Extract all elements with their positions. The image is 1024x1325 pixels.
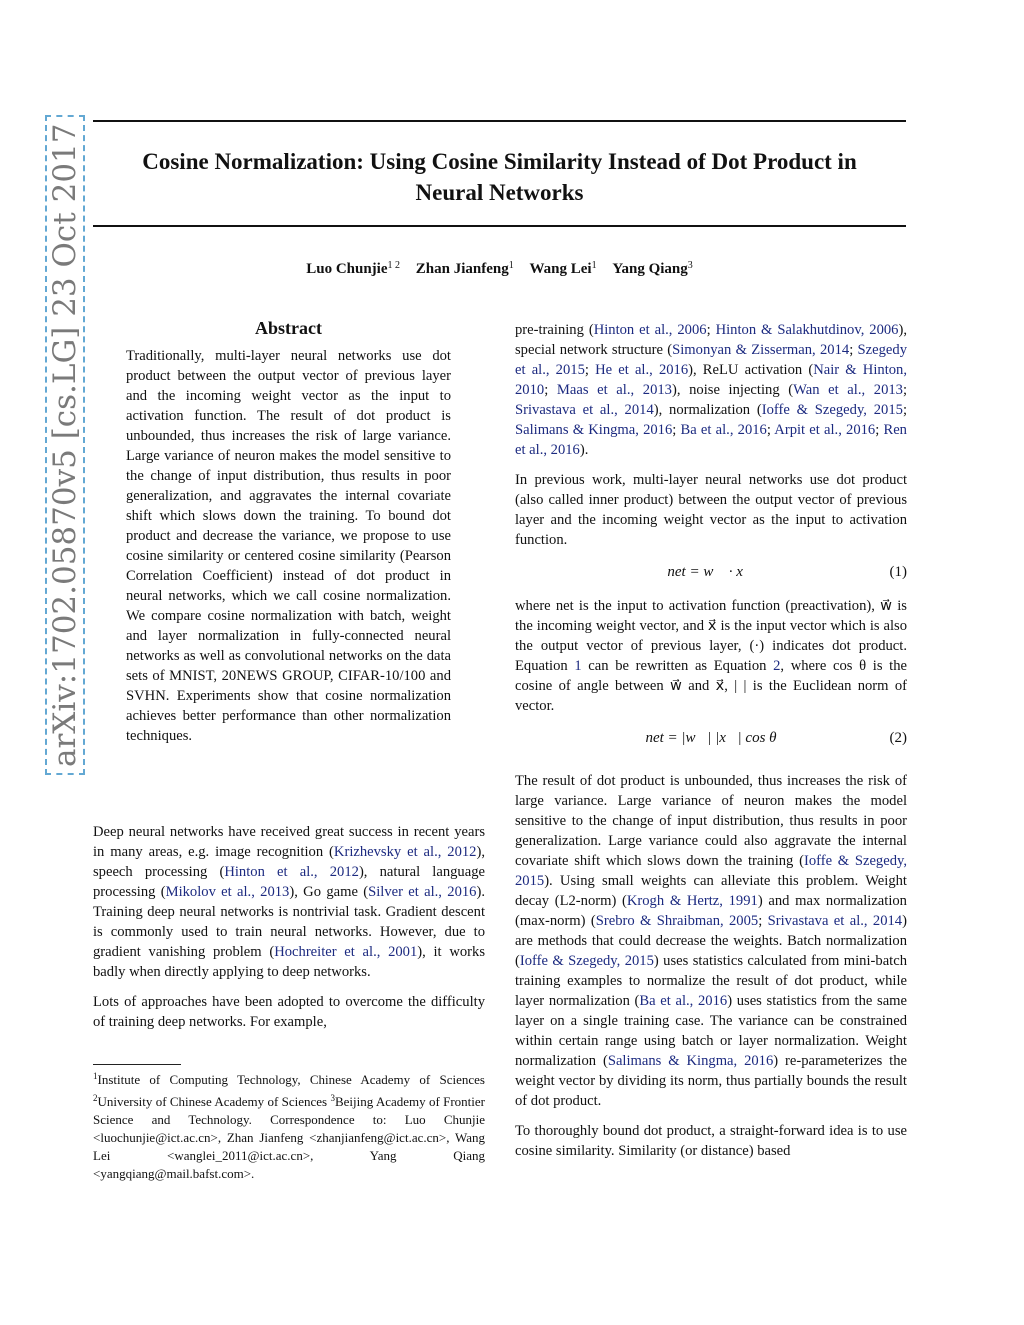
citation-link[interactable]: Szegedy et al., 2015 xyxy=(515,342,907,378)
citation-link[interactable]: Maas et al., 2013 xyxy=(556,382,672,398)
citation-link[interactable]: Nair & Hinton, 2010 xyxy=(515,362,907,398)
citation-link[interactable]: Ioffe & Szegedy, 2015 xyxy=(519,953,654,969)
citation-link[interactable]: Srebro & Shraibman, 2005 xyxy=(595,913,759,929)
citation-link[interactable]: Ba et al., 2016 xyxy=(639,993,728,1009)
author: Zhan Jianfeng$^1$ xyxy=(415,260,514,277)
citation-link[interactable]: Srivastava et al., 2014 xyxy=(767,913,903,929)
variance-paragraph: The result of dot product is unbounded, thus increases the risk of large variance. Large variance of neuron makes the model sensitive to the change of input distribution, thus results in poor generalization. Large variance could also aggravate the internal covariate shift which slows down the training (Ioffe & Szegedy, 2015). Using small weights can alleviate this problem. Weight decay (L2-norm) (Krogh & Hertz, 1991) and max normalization (max-norm) (Srebro & Shraibman, 2005; Srivastava et al., 2014) are methods that could decrease the weights. Batch normalization (Ioffe & Szegedy, 2015) uses statistics calculated from mini-batch training examples to normalize the result of dot product, while layer normalization (Ba et al., 2016) uses statistics from the same layer on a single training case. The variance can be constrained within certain range using batch or layer normalization. Weight normalization (Salimans & Kingma, 2016) re-parameterizes the weight vector by dividing its norm, thus partially bounds the result of dot product. xyxy=(515,773,907,1109)
author-list xyxy=(93,260,906,278)
citation-link[interactable]: Salimans & Kingma, 2016 xyxy=(607,1053,774,1069)
citation-link[interactable]: Krogh & Hertz, 1991 xyxy=(626,893,758,909)
right-column-mid xyxy=(515,596,907,716)
equation-2-expression: net = |w⃗| |x⃗| cos θ xyxy=(645,730,777,746)
citation-link[interactable]: Hochreiter et al., 2001 xyxy=(274,944,418,960)
cosine-idea-paragraph: To thoroughly bound dot product, a straight-forward idea is to use cosine similarity. Similarity (or distance) based xyxy=(515,1123,907,1159)
citation-link[interactable]: Silver et al., 2016 xyxy=(368,884,477,900)
intro-paragraph-2: Lots of approaches have been adopted to overcome the difficulty of training deep networks. For example, xyxy=(93,994,485,1030)
abstract-text: Traditionally, multi-layer neural networks use dot product between the output vector of previous layer and the incoming weight vector as the input to activation function. The result of dot product is unbounded, thus increases the risk of large variance. Large variance of neuron makes the model sensitive to the change of input distribution, thus results in poor generalization, and aggravates the internal covariate shift which slows down the training. To bound dot product and decrease the variance, we propose to use cosine similarity or centered cosine similarity (Pearson Correlation Coefficient) instead of dot product in neural networks, which we call cosine normalization. We compare cosine normalization with batch, weight and layer normalization in fully-connected neural networks as well as convolutional networks on the data sets of MNIST, 20NEWS GROUP, CIFAR-10/100 and SVHN. Experiments show that cosine normalization achieves better performance than other normalization techniques. xyxy=(126,348,451,744)
title-line-2: Neural Networks xyxy=(415,180,584,205)
citation-link[interactable]: Hinton et al., 2006 xyxy=(593,322,707,338)
equation-ref-link[interactable]: 2 xyxy=(773,658,781,674)
citation-link[interactable]: Krizhevsky et al., 2012 xyxy=(333,844,477,860)
citation-link[interactable]: Arpit et al., 2016 xyxy=(774,422,876,438)
citation-link[interactable]: He et al., 2016 xyxy=(595,362,689,378)
citation-link[interactable]: Ren et al., 2016 xyxy=(515,422,907,458)
title-bottom-rule xyxy=(93,225,906,227)
right-column-bottom xyxy=(515,771,907,1161)
footnote-rule xyxy=(93,1064,181,1065)
equation-ref-link[interactable]: 1 xyxy=(574,658,582,674)
citation-link[interactable]: Ioffe & Szegedy, 2015 xyxy=(515,853,907,889)
footnote: $^1$Institute of Computing Technology, Chinese Academy of Sciences $^2$University of Chinese Academy of Sciences $^3$Beijing Academy of Frontier Science and Technology. Correspondence to: Luo Chunjie <luochunjie@ict.ac.cn>, Zhan Jianfeng <zhanjianfeng@ict.ac.cn>, Wang Lei <wanglei_2011@ict.ac.cn>, Yang Qiang <yangqiang@mail.bafst.com>. xyxy=(93,1071,486,1181)
abstract-body xyxy=(126,346,451,746)
paper-title xyxy=(93,146,906,208)
citation-link[interactable]: Ba et al., 2016 xyxy=(680,422,767,438)
citation-link[interactable]: Hinton & Salakhutdinov, 2006 xyxy=(715,322,899,338)
abstract-heading: Abstract xyxy=(255,318,322,338)
author: Yang Qiang$^3$ xyxy=(612,260,693,277)
citation-link[interactable]: Salimans & Kingma, 2016 xyxy=(515,422,673,438)
citation-link[interactable]: Ioffe & Szegedy, 2015 xyxy=(761,402,903,418)
citation-link[interactable]: Hinton et al., 2012 xyxy=(224,864,359,880)
equation-1-number: (1) xyxy=(889,564,907,580)
author: Luo Chunjie$^{1 2}$ xyxy=(306,260,400,277)
right-column-top xyxy=(515,320,907,550)
citation-link[interactable]: Mikolov et al., 2013 xyxy=(165,884,290,900)
citation-link[interactable]: Simonyan & Zisserman, 2014 xyxy=(672,342,850,358)
citation-link[interactable]: Wan et al., 2013 xyxy=(793,382,903,398)
equation-explanation-paragraph: where net is the input to activation function (preactivation), w⃗ is the incoming weight vector, and x⃗ is the input vector which is also the output vector of previous layer, (·) indicates dot product. Equation 1 can be rewritten as Equation 2, where cos θ is the cosine of angle between w⃗ and x⃗, | | is the Euclidean norm of vector. xyxy=(515,598,907,714)
left-column xyxy=(93,822,485,1032)
intro-paragraph-1: Deep neural networks have received great success in recent years in many areas, e.g. image recognition (Krizhevsky et al., 2012), speech processing (Hinton et al., 2012), natural language processing (Mikolov et al., 2013), Go game (Silver et al., 2016). Training deep neural networks is nontrivial task. Gradient descent is commonly used to train neural networks. However, due to gradient vanishing problem (Hochreiter et al., 2001), it works badly when directly applying to deep networks. xyxy=(93,824,485,980)
arxiv-id: arXiv:1702.05870v5 [cs.LG] 23 Oct 2017 xyxy=(47,118,83,774)
author: Wang Lei$^1$ xyxy=(529,260,597,277)
equation-1-expression: net = w⃗ · x⃗ xyxy=(667,564,755,580)
citation-link[interactable]: Srivastava et al., 2014 xyxy=(515,402,654,418)
title-top-rule xyxy=(93,120,906,122)
related-work-paragraph: pre-training (Hinton et al., 2006; Hinton & Salakhutdinov, 2006), special network structure (Simonyan & Zisserman, 2014; Szegedy et al., 2015; He et al., 2016), ReLU activation (Nair & Hinton, 2010; Maas et al., 2013), noise injecting (Wan et al., 2013; Srivastava et al., 2014), normalization (Ioffe & Szegedy, 2015; Salimans & Kingma, 2016; Ba et al., 2016; Arpit et al., 2016; Ren et al., 2016). xyxy=(515,322,908,458)
title-line-1: Cosine Normalization: Using Cosine Similarity Instead of Dot Product in xyxy=(142,149,857,174)
dot-product-paragraph: In previous work, multi-layer neural networks use dot product (also called inner product) between the output vector of previous layer and the incoming weight vector as the input to activation function. xyxy=(515,472,907,548)
arxiv-sidebar-stamp xyxy=(47,118,83,774)
equation-2-number: (2) xyxy=(889,730,907,746)
